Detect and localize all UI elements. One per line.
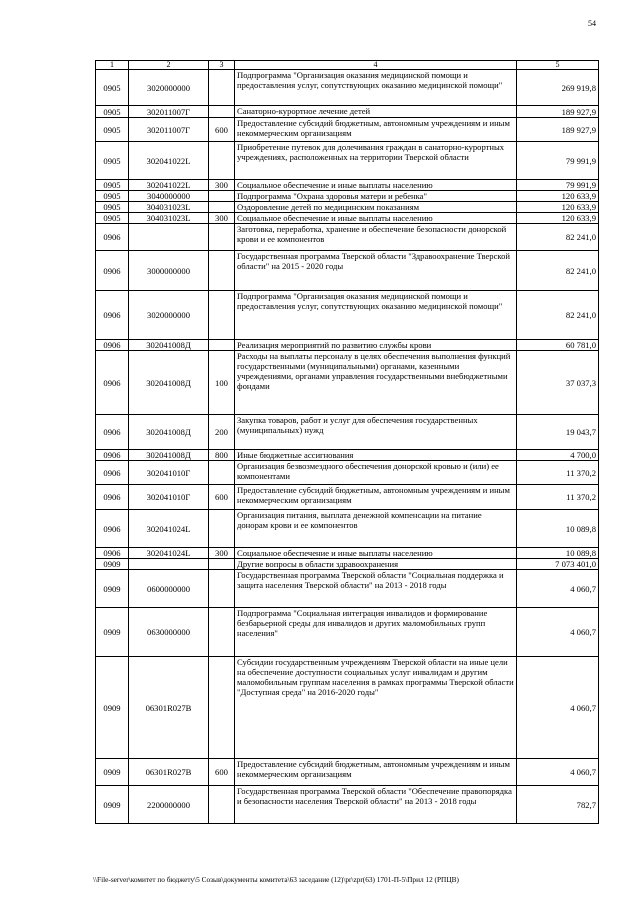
- expense-type: [209, 570, 235, 608]
- table-row: [96, 351, 599, 415]
- target-code: 3020000000: [129, 291, 209, 340]
- item-amount: 11 370,2: [517, 461, 599, 485]
- table-row: [96, 548, 599, 559]
- section-code: 0905: [96, 118, 129, 142]
- item-name: Социальное обеспечение и иные выплаты населению: [235, 180, 517, 191]
- item-amount: 4 700,0: [517, 450, 599, 461]
- expense-type: 600: [209, 485, 235, 510]
- table-row: [96, 142, 599, 180]
- target-code: 302041010Г: [129, 461, 209, 485]
- target-code: 0630000000: [129, 608, 209, 657]
- item-amount: 189 927,9: [517, 106, 599, 118]
- item-name: Подпрограмма "Социальная интеграция инвалидов и формирование безбарьерной среды для инвалидов и других маломобильных групп населения": [235, 608, 517, 657]
- table-row: [96, 608, 599, 657]
- expense-type: 200: [209, 415, 235, 450]
- item-name: Предоставление субсидий бюджетным, автономным учреждениям и иным некоммерческим организациям: [235, 759, 517, 786]
- item-name: Государственная программа Тверской области "Социальная поддержка и защита населения Тверской области" на 2013 - 2018 годы: [235, 570, 517, 608]
- section-code: 0906: [96, 351, 129, 415]
- section-code: 0905: [96, 202, 129, 213]
- target-code: 3020000000: [129, 70, 209, 106]
- expense-type: [209, 70, 235, 106]
- expense-type: 300: [209, 213, 235, 224]
- item-name: Государственная программа Тверской области "Обеспечение правопорядка и безопасности населения Тверской области" на 2013 - 2018 годы: [235, 786, 517, 824]
- expense-type: [209, 657, 235, 759]
- item-name: Предоставление субсидий бюджетным, автономным учреждениям и иным некоммерческим организациям: [235, 118, 517, 142]
- item-name: Другие вопросы в области здравоохранения: [235, 559, 517, 570]
- item-amount: 10 089,8: [517, 510, 599, 548]
- column-header-expense-type: 3: [209, 61, 235, 70]
- column-header-name: 4: [235, 61, 517, 70]
- expense-type: [209, 559, 235, 570]
- item-amount: 79 991,9: [517, 142, 599, 180]
- section-code: 0906: [96, 485, 129, 510]
- section-code: 0909: [96, 786, 129, 824]
- target-code: 302041008Д: [129, 415, 209, 450]
- target-code: 0600000000: [129, 570, 209, 608]
- column-header-section: 1: [96, 61, 129, 70]
- table-row: [96, 180, 599, 191]
- section-code: 0909: [96, 608, 129, 657]
- expense-type: 100: [209, 351, 235, 415]
- expense-type: [209, 142, 235, 180]
- target-code: [129, 224, 209, 251]
- table-row: [96, 485, 599, 510]
- file-path-footer: \\File-server\комитет по бюджету\5 Созыв\документы комитета\63 заседание (12)\pr\zpr(63) 1701-П-5\Прил 12 (РПЦВ): [93, 875, 459, 884]
- target-code: 304031023L: [129, 202, 209, 213]
- table-row: [96, 570, 599, 608]
- item-amount: 4 060,7: [517, 570, 599, 608]
- item-name: Социальное обеспечение и иные выплаты населению: [235, 548, 517, 559]
- target-code: 3040000000: [129, 191, 209, 202]
- expense-type: [209, 510, 235, 548]
- table-row: [96, 759, 599, 786]
- section-code: 0905: [96, 106, 129, 118]
- expense-type: 800: [209, 450, 235, 461]
- expense-type: [209, 608, 235, 657]
- target-code: 302041008Д: [129, 340, 209, 351]
- item-name: Расходы на выплаты персоналу в целях обеспечения выполнения функций государственными (муниципальными) органами, казенными учреждениями, органами управления государственными внебюджетными фондами: [235, 351, 517, 415]
- section-code: 0905: [96, 142, 129, 180]
- section-code: 0906: [96, 548, 129, 559]
- item-amount: 60 781,0: [517, 340, 599, 351]
- item-amount: 37 037,3: [517, 351, 599, 415]
- target-code: 06301R027B: [129, 657, 209, 759]
- target-code: 302041008Д: [129, 351, 209, 415]
- item-name: Организация питания, выплата денежной компенсации на питание донорам крови и ее компонентов: [235, 510, 517, 548]
- expense-type: [209, 251, 235, 291]
- expense-type: [209, 106, 235, 118]
- expense-type: 300: [209, 548, 235, 559]
- section-code: 0905: [96, 180, 129, 191]
- expense-type: [209, 786, 235, 824]
- section-code: 0906: [96, 461, 129, 485]
- section-code: 0906: [96, 251, 129, 291]
- item-name: Субсидии государственным учреждениям Тверской области на иные цели на обеспечение доступности социальных услуг инвалидам и другим маломобильным группам населения в рамках программы Тверской области "Доступная среда" на 2016-2020 годы": [235, 657, 517, 759]
- table-row: [96, 224, 599, 251]
- target-code: 302041022L: [129, 180, 209, 191]
- table-row: [96, 202, 599, 213]
- table-row: [96, 70, 599, 106]
- table-row: [96, 786, 599, 824]
- target-code: 302011007Г: [129, 106, 209, 118]
- item-amount: 19 043,7: [517, 415, 599, 450]
- expense-type: 300: [209, 180, 235, 191]
- target-code: 302011007Г: [129, 118, 209, 142]
- item-name: Государственная программа Тверской области "Здравоохранение Тверской области" на 2015 - 2020 годы: [235, 251, 517, 291]
- target-code: 302041008Д: [129, 450, 209, 461]
- item-name: Подпрограмма "Охрана здоровья матери и ребенка": [235, 191, 517, 202]
- item-amount: 120 633,9: [517, 202, 599, 213]
- header-row: [96, 61, 599, 70]
- expense-type: [209, 224, 235, 251]
- table-row: [96, 251, 599, 291]
- section-code: 0905: [96, 191, 129, 202]
- section-code: 0906: [96, 510, 129, 548]
- table-row: [96, 191, 599, 202]
- table-row: [96, 510, 599, 548]
- item-amount: 82 241,0: [517, 291, 599, 340]
- item-amount: 120 633,9: [517, 191, 599, 202]
- item-amount: 782,7: [517, 786, 599, 824]
- item-name: Заготовка, переработка, хранение и обеспечение безопасности донорской крови и ее компонентов: [235, 224, 517, 251]
- expense-type: [209, 291, 235, 340]
- table-row: [96, 450, 599, 461]
- item-name: Подпрограмма "Организация оказания медицинской помощи и предоставления услуг, сопутствующих оказанию медицинской помощи": [235, 291, 517, 340]
- item-amount: 11 370,2: [517, 485, 599, 510]
- target-code: 302041024L: [129, 510, 209, 548]
- expense-type: [209, 340, 235, 351]
- item-amount: 10 089,8: [517, 548, 599, 559]
- target-code: 06301R027B: [129, 759, 209, 786]
- table-row: [96, 118, 599, 142]
- section-code: 0905: [96, 213, 129, 224]
- expense-type: 600: [209, 118, 235, 142]
- item-amount: 120 633,9: [517, 213, 599, 224]
- table-row: [96, 340, 599, 351]
- section-code: 0906: [96, 291, 129, 340]
- item-name: Организация безвозмездного обеспечения донорской кровью и (или) ее компонентами: [235, 461, 517, 485]
- item-name: Закупка товаров, работ и услуг для обеспечения государственных (муниципальных) нужд: [235, 415, 517, 450]
- target-code: 2200000000: [129, 786, 209, 824]
- item-amount: 269 919,8: [517, 70, 599, 106]
- section-code: 0906: [96, 340, 129, 351]
- table-row: [96, 461, 599, 485]
- budget-table: [95, 60, 599, 824]
- expense-type: [209, 191, 235, 202]
- item-name: Реализация мероприятий по развитию службы крови: [235, 340, 517, 351]
- table-row: [96, 213, 599, 224]
- section-code: 0906: [96, 415, 129, 450]
- column-header-target: 2: [129, 61, 209, 70]
- item-amount: 4 060,7: [517, 657, 599, 759]
- target-code: 302041010Г: [129, 485, 209, 510]
- table-row: [96, 657, 599, 759]
- table-row: [96, 559, 599, 570]
- table-row: [96, 106, 599, 118]
- item-amount: 7 073 401,0: [517, 559, 599, 570]
- column-header-amount: 5: [517, 61, 599, 70]
- section-code: 0909: [96, 570, 129, 608]
- section-code: 0909: [96, 657, 129, 759]
- item-amount: 82 241,0: [517, 251, 599, 291]
- section-code: 0905: [96, 70, 129, 106]
- target-code: 3000000000: [129, 251, 209, 291]
- expense-type: [209, 461, 235, 485]
- item-name: Иные бюджетные ассигнования: [235, 450, 517, 461]
- item-name: Социальное обеспечение и иные выплаты населению: [235, 213, 517, 224]
- item-name: Санаторно-курортное лечение детей: [235, 106, 517, 118]
- target-code: 304031023L: [129, 213, 209, 224]
- section-code: 0906: [96, 224, 129, 251]
- item-amount: 4 060,7: [517, 759, 599, 786]
- item-name: Предоставление субсидий бюджетным, автономным учреждениям и иным некоммерческим организациям: [235, 485, 517, 510]
- expense-type: 600: [209, 759, 235, 786]
- table-row: [96, 415, 599, 450]
- item-name: Подпрограмма "Организация оказания медицинской помощи и предоставления услуг, сопутствующих оказанию медицинской помощи": [235, 70, 517, 106]
- expense-type: [209, 202, 235, 213]
- section-code: 0909: [96, 559, 129, 570]
- item-amount: 79 991,9: [517, 180, 599, 191]
- item-amount: 82 241,0: [517, 224, 599, 251]
- item-name: Приобретение путевок для долечивания граждан в санаторно-курортных учреждениях, расположенных на территории Тверской области: [235, 142, 517, 180]
- target-code: 302041024L: [129, 548, 209, 559]
- item-amount: 189 927,9: [517, 118, 599, 142]
- section-code: 0906: [96, 450, 129, 461]
- section-code: 0909: [96, 759, 129, 786]
- target-code: 302041022L: [129, 142, 209, 180]
- target-code: [129, 559, 209, 570]
- table-row: [96, 291, 599, 340]
- item-name: Оздоровление детей по медицинским показаниям: [235, 202, 517, 213]
- page-number: 54: [588, 19, 596, 28]
- item-amount: 4 060,7: [517, 608, 599, 657]
